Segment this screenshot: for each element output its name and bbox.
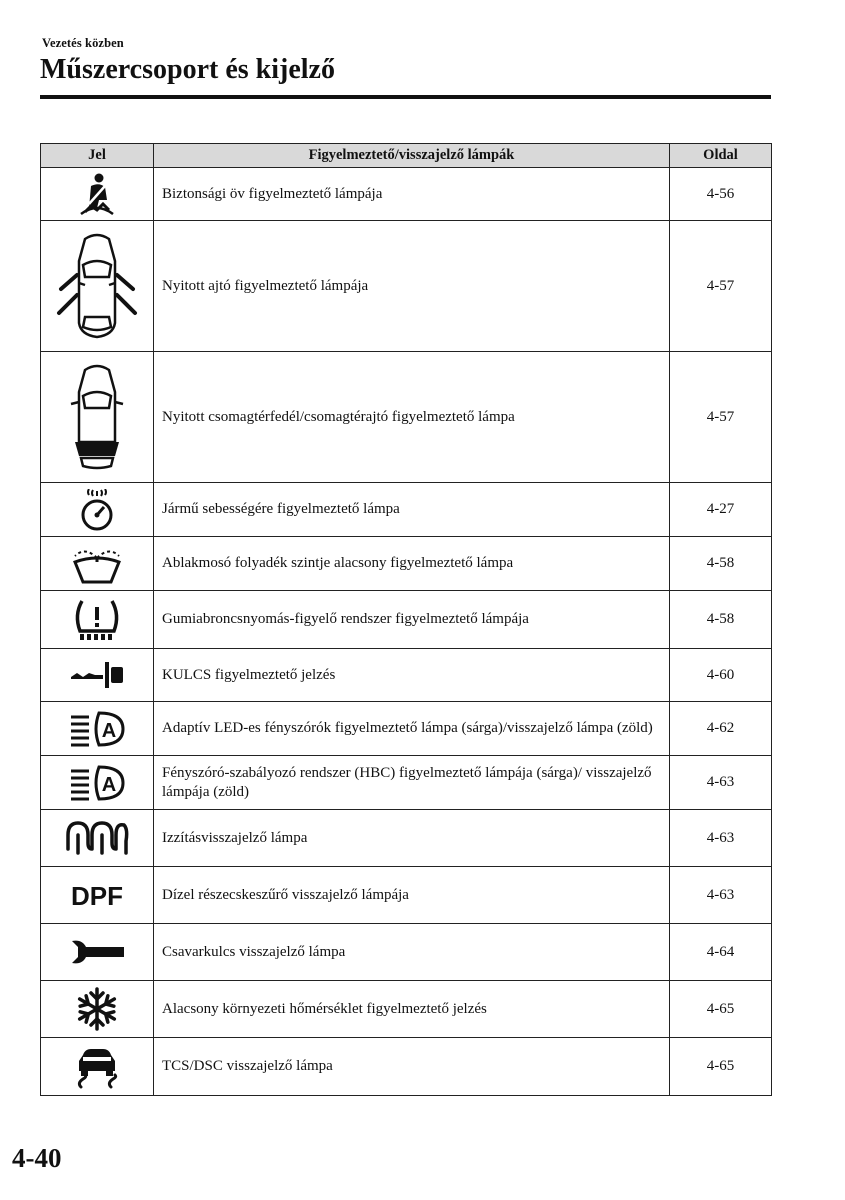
lamp-description: TCS/DSC visszajelző lámpa: [154, 1038, 670, 1096]
lamp-description: Biztonsági öv figyelmeztető lámpája: [154, 168, 670, 221]
symbol-cell: [41, 649, 154, 702]
table-row: [41, 702, 772, 756]
seatbelt-icon: [77, 172, 117, 216]
table-row: [41, 1038, 772, 1096]
symbol-cell: [41, 537, 154, 591]
column-header-symbol: Jel: [41, 144, 154, 168]
dpf-icon: [66, 879, 128, 911]
page-reference: 4-57: [670, 221, 772, 352]
symbol-cell: [41, 867, 154, 924]
symbol-cell: [41, 756, 154, 810]
lamp-description: Csavarkulcs visszajelző lámpa: [154, 924, 670, 981]
page-reference: 4-60: [670, 649, 772, 702]
lamp-description: Izzításvisszajelző lámpa: [154, 810, 670, 867]
glow-plug-icon: [64, 819, 130, 857]
page-reference: 4-63: [670, 756, 772, 810]
tire-pressure-icon: [72, 597, 122, 643]
page-reference: 4-63: [670, 810, 772, 867]
page-reference: 4-65: [670, 1038, 772, 1096]
svg-text:DPF: DPF: [71, 881, 123, 911]
page-number: 4-40: [12, 1143, 62, 1173]
wrench-icon: [68, 937, 126, 967]
table-row: [41, 867, 772, 924]
table-row: [41, 537, 772, 591]
adaptive-led-icon: [69, 711, 125, 747]
lamp-description: Nyitott csomagtérfedél/csomagtérajtó figyelmeztető lámpa: [154, 352, 670, 483]
lamp-description: Nyitott ajtó figyelmeztető lámpája: [154, 221, 670, 352]
title-rule: [40, 95, 771, 99]
lamp-description: Adaptív LED-es fényszórók figyelmeztető lámpa (sárga)/visszajelző lámpa (zöld): [154, 702, 670, 756]
symbol-cell: [41, 702, 154, 756]
speed-warning-icon: [77, 489, 117, 531]
table-row: [41, 352, 772, 483]
symbol-cell: [41, 483, 154, 537]
lamp-description: Fényszóró-szabályozó rendszer (HBC) figyelmeztető lámpája (sárga)/ visszajelző lámpája (zöld): [154, 756, 670, 810]
symbol-cell: [41, 981, 154, 1038]
symbol-cell: [41, 1038, 154, 1096]
hbc-icon: [69, 765, 125, 801]
column-header-lamps: Figyelmeztető/visszajelző lámpák: [154, 144, 670, 168]
svg-text:A: A: [101, 773, 117, 796]
table-row: [41, 221, 772, 352]
washer-fluid-icon: [71, 544, 123, 584]
table-row: [41, 810, 772, 867]
snowflake-icon: [74, 986, 120, 1032]
table-row: [41, 168, 772, 221]
table-row: [41, 483, 772, 537]
page-title: Műszercsoport és kijelző: [40, 54, 335, 85]
lamp-description: Dízel részecskeszűrő visszajelző lámpája: [154, 867, 670, 924]
symbol-cell: [41, 168, 154, 221]
warning-lamp-table: [40, 143, 772, 1096]
page-reference: 4-62: [670, 702, 772, 756]
page-reference: 4-58: [670, 591, 772, 649]
symbol-cell: [41, 924, 154, 981]
page-reference: 4-64: [670, 924, 772, 981]
page-reference: 4-63: [670, 867, 772, 924]
lamp-description: Gumiabroncsnyomás-figyelő rendszer figyelmeztető lámpája: [154, 591, 670, 649]
svg-text:A: A: [101, 719, 117, 742]
page-reference: 4-65: [670, 981, 772, 1038]
table-row: [41, 981, 772, 1038]
symbol-cell: [41, 810, 154, 867]
lamp-description: Alacsony környezeti hőmérséklet figyelmeztető jelzés: [154, 981, 670, 1038]
lamp-description: KULCS figyelmeztető jelzés: [154, 649, 670, 702]
table-row: [41, 756, 772, 810]
table-row: [41, 591, 772, 649]
symbol-cell: [41, 221, 154, 352]
table-row: [41, 924, 772, 981]
door-open-icon: [55, 231, 139, 341]
page-reference: 4-57: [670, 352, 772, 483]
key-icon: [69, 660, 125, 690]
section-label: Vezetés közben: [42, 36, 124, 50]
page-reference: 4-58: [670, 537, 772, 591]
symbol-cell: [41, 352, 154, 483]
column-header-page: Oldal: [670, 144, 772, 168]
lamp-description: Jármű sebességére figyelmeztető lámpa: [154, 483, 670, 537]
page-reference: 4-56: [670, 168, 772, 221]
lamp-description: Ablakmosó folyadék szintje alacsony figyelmeztető lámpa: [154, 537, 670, 591]
tcs-dsc-icon: [75, 1045, 119, 1089]
table-row: [41, 649, 772, 702]
table-header-row: [41, 144, 772, 168]
page-reference: 4-27: [670, 483, 772, 537]
symbol-cell: [41, 591, 154, 649]
liftgate-open-icon: [67, 362, 127, 472]
